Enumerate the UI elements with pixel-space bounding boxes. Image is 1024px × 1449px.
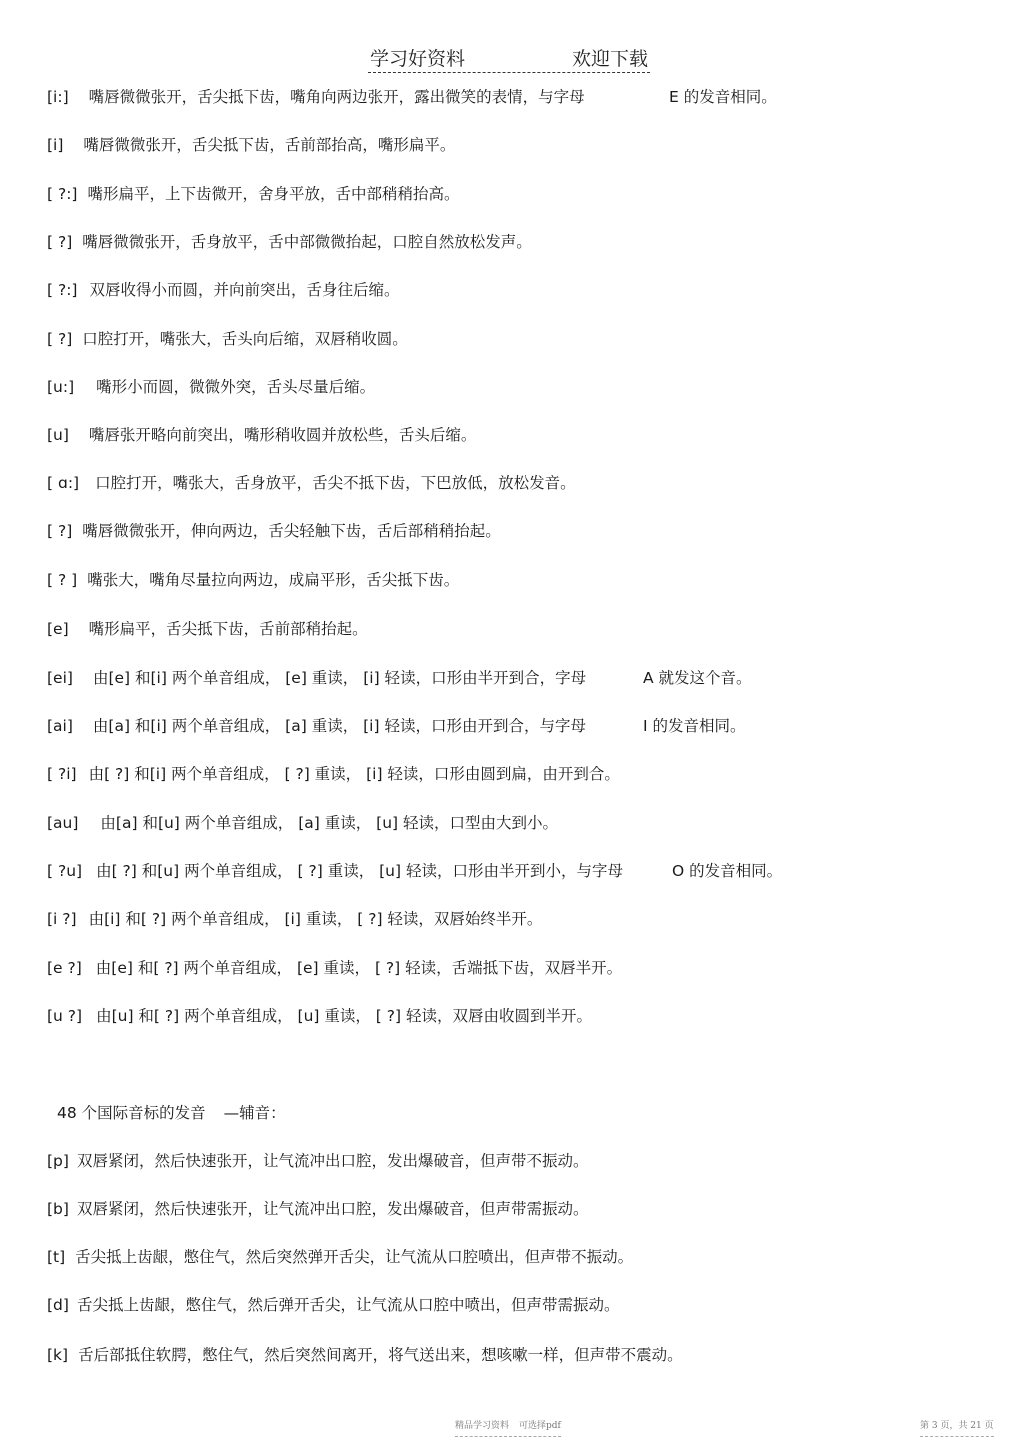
- description: 由[a] 和[i] 两个单音组成， [a] 重读， [i] 轻读，口形由开到合，与字母: [92, 717, 586, 735]
- vowel-line: [47, 229, 532, 255]
- phonetic-symbol: [ ?u]: [47, 862, 83, 880]
- phonetic-symbol: [i ?]: [47, 910, 77, 928]
- description: 嘴形扁平，舌尖抵下齿，舌前部稍抬起。: [88, 620, 368, 638]
- description: 由[i] 和[ ?] 两个单音组成， [i] 重读， [ ?] 轻读，双唇始终半开。: [88, 910, 543, 928]
- phonetic-symbol: [ ?]: [47, 522, 73, 540]
- diphthong-line: [47, 713, 746, 739]
- phonetic-symbol: [ ?:]: [47, 185, 78, 203]
- description-tail: O 的发音相同。: [672, 862, 783, 880]
- vowel-line: [47, 132, 455, 158]
- phonetic-symbol: [i]: [47, 136, 64, 154]
- phonetic-symbol: [au]: [47, 814, 79, 832]
- diphthong-line: [47, 761, 620, 787]
- description: 嘴唇微微张开，舌尖抵下齿，嘴角向两边张开，露出微笑的表情，与字母: [88, 88, 585, 106]
- section-heading-main: 48 个国际音标的发音: [57, 1104, 206, 1122]
- header-left: 学习好资料: [370, 48, 466, 70]
- consonant-line: [47, 1342, 683, 1368]
- footer-label-2: 可选择pdf: [519, 1421, 561, 1431]
- phonetic-symbol: [b]: [47, 1200, 69, 1218]
- description: 双唇收得小而圆，并向前突出，舌身往后缩。: [89, 281, 400, 299]
- description: 舌尖抵上齿龈，憋住气，然后突然弹开舌尖，让气流从口腔喷出，但声带不振动。: [75, 1248, 634, 1266]
- phonetic-symbol: [ ?i]: [47, 765, 77, 783]
- vowel-line: [47, 518, 501, 544]
- description: 舌后部抵住软腭，憋住气，然后突然间离开，将气送出来，想咳嗽一样，但声带不震动。: [78, 1346, 683, 1364]
- diphthong-line: [47, 665, 752, 691]
- description: 口腔打开，嘴张大，舌身放平，舌尖不抵下齿，下巴放低，放松发音。: [95, 474, 576, 492]
- diphthong-line: [47, 955, 622, 981]
- phonetic-symbol: [d]: [47, 1296, 69, 1314]
- description-tail: E 的发音相同。: [669, 88, 777, 106]
- section-heading-sub: —辅音：: [223, 1104, 286, 1122]
- diphthong-line: [47, 906, 542, 932]
- vowel-line: [47, 470, 576, 496]
- diphthong-line: [47, 810, 558, 836]
- phonetic-symbol: [t]: [47, 1248, 66, 1266]
- description: 嘴唇微微张开，伸向两边，舌尖轻触下齿，舌后部稍稍抬起。: [82, 522, 501, 540]
- header-right: 欢迎下载: [571, 48, 648, 70]
- description: 由[e] 和[i] 两个单音组成， [e] 重读， [i] 轻读，口形由半开到合，字母: [92, 669, 587, 687]
- vowel-line: [47, 567, 459, 593]
- description: 双唇紧闭，然后快速张开，让气流冲出口腔，发出爆破音，但声带不振动。: [76, 1152, 589, 1170]
- phonetic-symbol: [ ɑ:]: [47, 474, 80, 492]
- description: 由[e] 和[ ?] 两个单音组成， [e] 重读， [ ?] 轻读，舌端抵下齿，双唇半开。: [95, 959, 623, 977]
- footer-left: [455, 1418, 561, 1437]
- description: 双唇紧闭，然后快速张开，让气流冲出口腔，发出爆破音，但声带需振动。: [76, 1200, 589, 1218]
- vowel-line: [47, 616, 368, 642]
- phonetic-symbol: [ ?]: [47, 330, 73, 348]
- phonetic-symbol: [u]: [47, 426, 69, 444]
- phonetic-symbol: [ei]: [47, 669, 73, 687]
- vowel-line: [47, 422, 476, 448]
- phonetic-symbol: [ ?:]: [47, 281, 78, 299]
- page-header: [368, 44, 650, 73]
- phonetic-symbol: [ ?]: [47, 233, 73, 251]
- phonetic-symbol: [ ? ]: [47, 571, 78, 589]
- consonant-line: [47, 1244, 633, 1270]
- phonetic-symbol: [k]: [47, 1346, 69, 1364]
- description: 嘴张大，嘴角尽量拉向两边，成扁平形，舌尖抵下齿。: [87, 571, 460, 589]
- description: 由[u] 和[ ?] 两个单音组成， [u] 重读， [ ?] 轻读，双唇由收圆到半开。: [96, 1007, 592, 1025]
- description: 嘴唇微微张开，舌身放平，舌中部微微抬起，口腔自然放松发声。: [82, 233, 532, 251]
- diphthong-line: [47, 858, 783, 884]
- description: 舌尖抵上齿龈，憋住气，然后弹开舌尖，让气流从口腔中喷出，但声带需振动。: [76, 1296, 620, 1314]
- consonant-line: [47, 1148, 588, 1174]
- phonetic-symbol: [e ?]: [47, 959, 82, 977]
- description: 嘴唇张开略向前突出，嘴形稍收圆并放松些，舌头后缩。: [88, 426, 477, 444]
- phonetic-symbol: [e]: [47, 620, 69, 638]
- page-number: 第 3 页，共 21 页: [920, 1418, 994, 1437]
- consonant-line: [47, 1292, 619, 1318]
- phonetic-symbol: [i:]: [47, 88, 69, 106]
- vowel-line: [47, 277, 400, 303]
- phonetic-symbol: [ai]: [47, 717, 73, 735]
- description: 嘴形小而圆，微微外突，舌头尽量后缩。: [96, 378, 376, 396]
- description: 嘴唇微微张开，舌尖抵下齿，舌前部抬高，嘴形扁平。: [83, 136, 456, 154]
- description: 嘴形扁平，上下齿微开，舍身平放，舌中部稍稍抬高。: [87, 185, 460, 203]
- footer-label: 精品学习资料: [455, 1421, 510, 1431]
- vowel-line: [47, 326, 408, 352]
- phonetic-symbol: [u ?]: [47, 1007, 83, 1025]
- phonetic-symbol: [p]: [47, 1152, 69, 1170]
- description-tail: A 就发这个音。: [643, 669, 752, 687]
- description: 由[a] 和[u] 两个单音组成， [a] 重读， [u] 轻读，口型由大到小。: [100, 814, 559, 832]
- description: 由[ ?] 和[i] 两个单音组成， [ ?] 重读， [i] 轻读，口形由圆到扁，由开到合。: [88, 765, 620, 783]
- phonetic-symbol: [u:]: [47, 378, 75, 396]
- description-tail: I 的发音相同。: [643, 717, 746, 735]
- consonant-line: [47, 1196, 588, 1222]
- vowel-line: [47, 84, 777, 110]
- vowel-line: [47, 181, 460, 207]
- diphthong-line: [47, 1003, 592, 1029]
- description: 由[ ?] 和[u] 两个单音组成， [ ?] 重读， [u] 轻读，口形由半开到小，与字母: [96, 862, 623, 880]
- vowel-line: [47, 374, 375, 400]
- description: 口腔打开，嘴张大，舌头向后缩，双唇稍收圆。: [82, 330, 408, 348]
- section-heading: [57, 1100, 286, 1126]
